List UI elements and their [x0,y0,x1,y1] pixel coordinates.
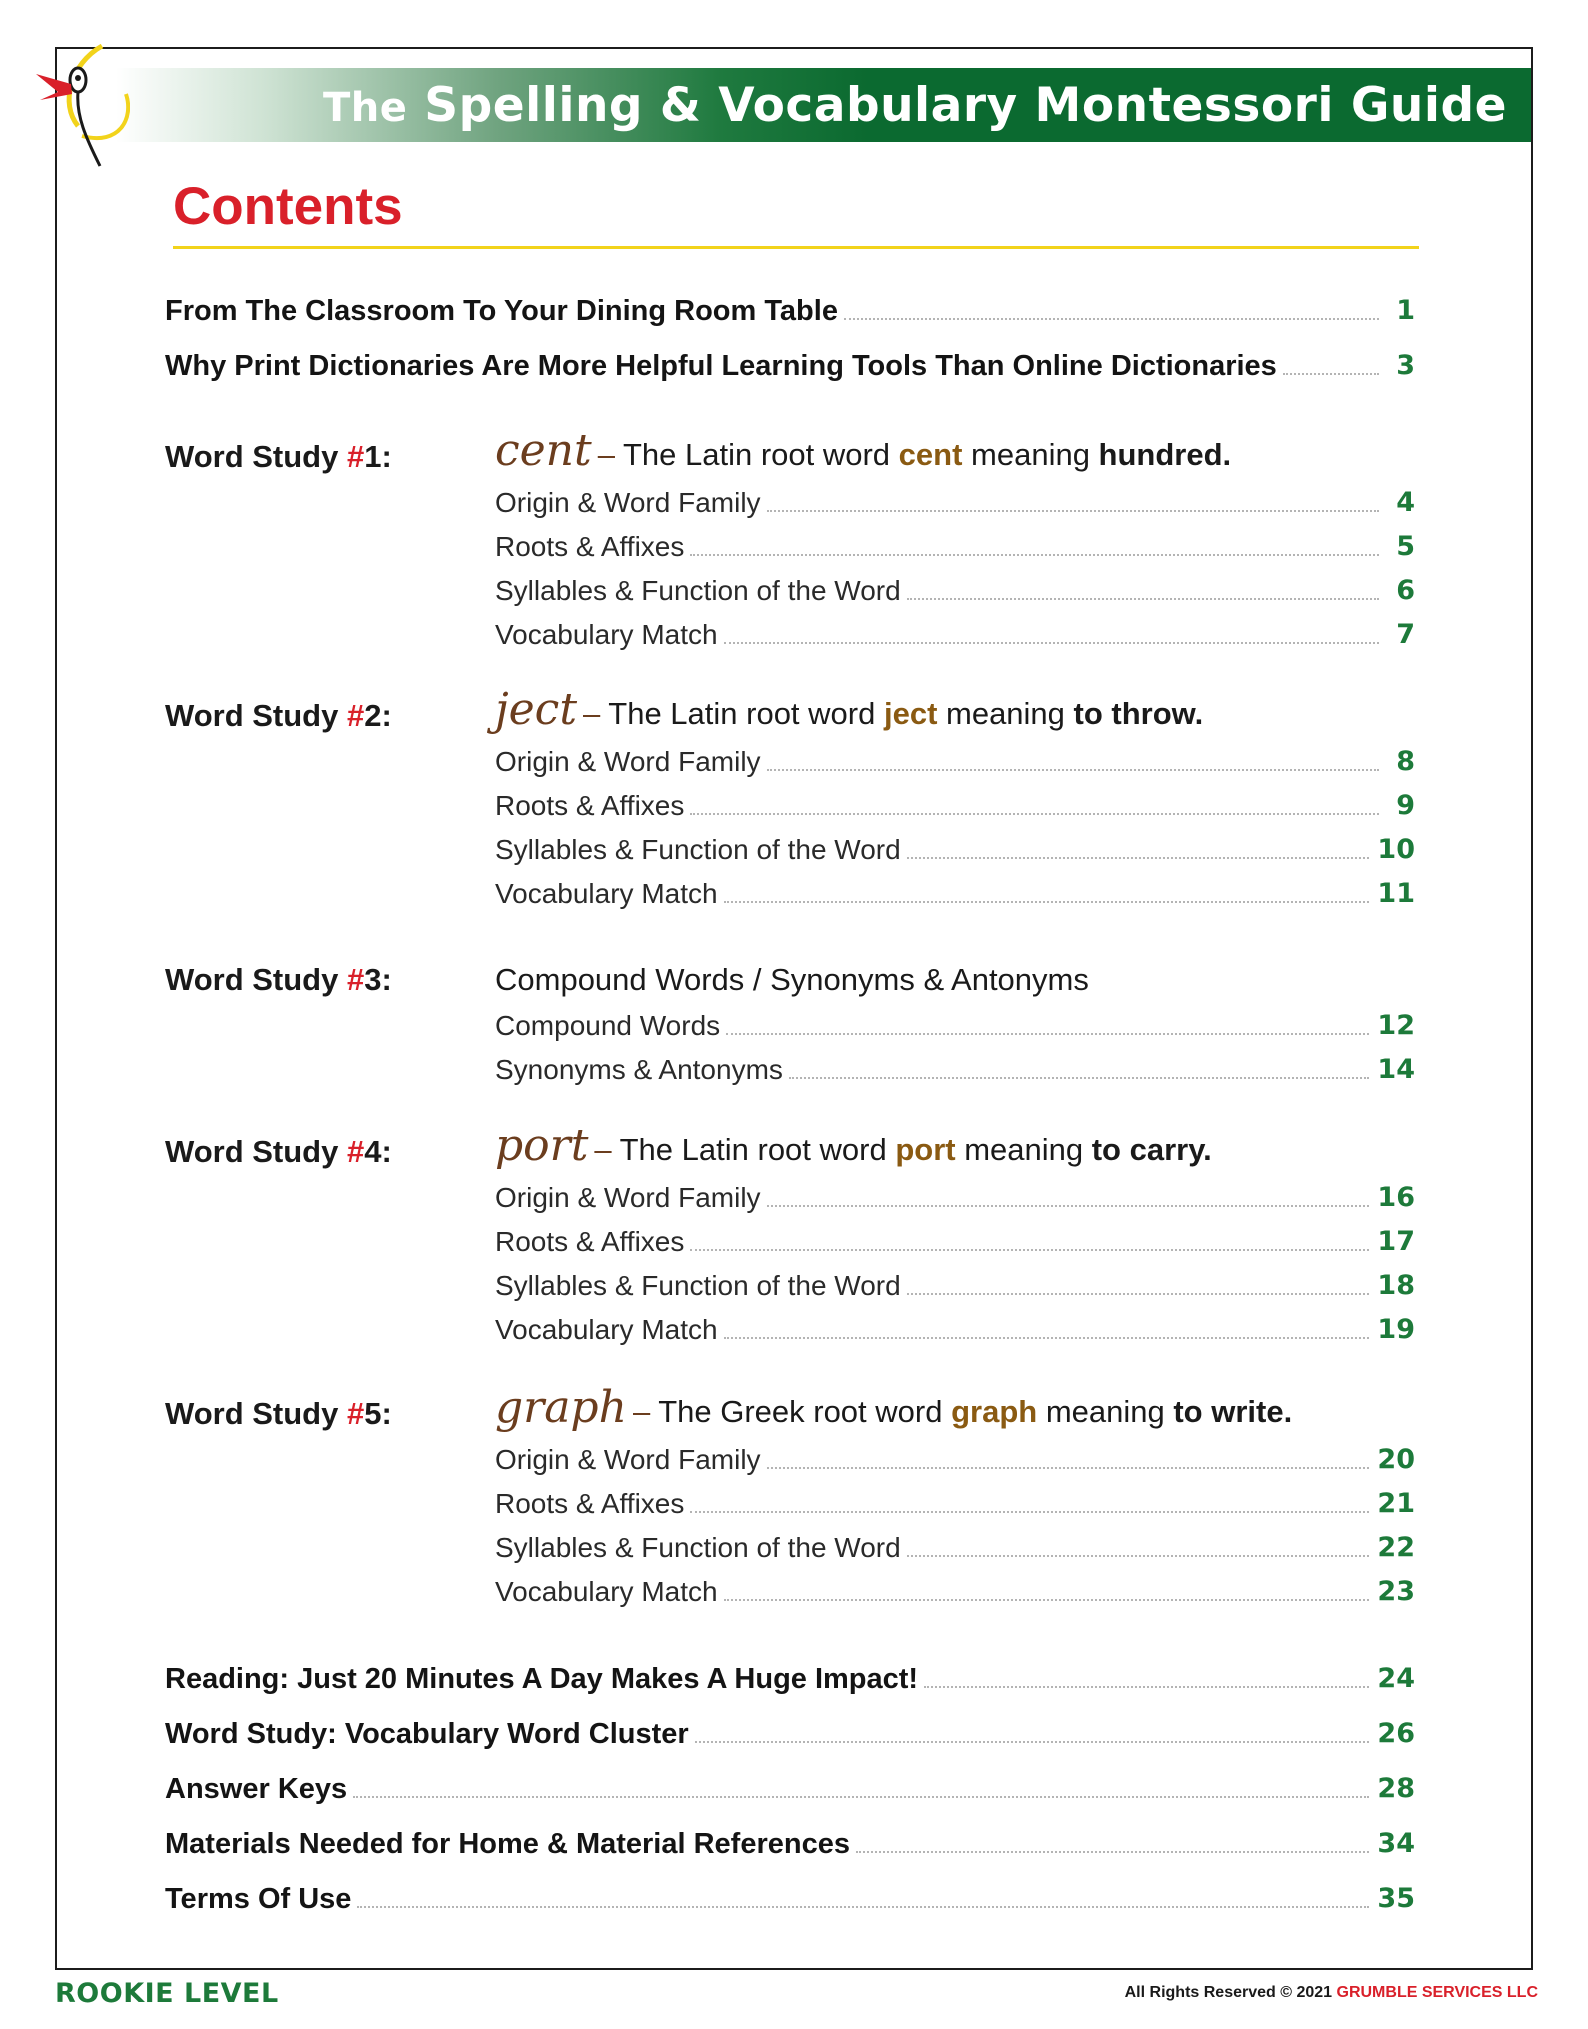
dot-leader [907,857,1370,859]
toc-subentry[interactable] [495,1051,1415,1089]
toc-entry[interactable] [165,1825,1415,1863]
dot-leader [690,1511,1369,1513]
toc-subentry[interactable] [495,1485,1415,1523]
word-study-description: graph – The Greek root word graph meaning to write. [495,1382,1293,1433]
contents-rule [173,246,1419,249]
toc-subentry[interactable] [495,1267,1415,1305]
toc-subentry[interactable] [495,875,1415,913]
toc-page-number: 4 [1396,487,1415,518]
toc-page-number: 18 [1377,1270,1415,1301]
toc-subentry[interactable] [495,1573,1415,1611]
dot-leader [907,1555,1370,1557]
dot-leader [690,554,1379,556]
toc-page-number: 14 [1377,1054,1415,1085]
toc-subentry-title: Origin & Word Family [495,746,761,777]
toc-page-number: 26 [1377,1718,1415,1749]
toc-page-number: 22 [1377,1532,1415,1563]
toc-page-number: 10 [1377,834,1415,865]
toc-page-number: 17 [1377,1226,1415,1257]
toc-entry[interactable] [165,1660,1415,1698]
toc-entry-title: Why Print Dictionaries Are More Helpful Learning Tools Than Online Dictionaries [165,350,1277,382]
toc-subentry-title: Vocabulary Match [495,1314,718,1345]
dot-leader [767,1467,1370,1469]
dot-leader [724,901,1370,903]
toc-page-number: 21 [1377,1488,1415,1519]
toc-subentry-title: Roots & Affixes [495,1488,685,1519]
copyright-notice: All Rights Reserved © 2021 GRUMBLE SERVICES LLC [1124,1984,1538,2001]
handwritten-root: ject [495,684,578,735]
toc-entry[interactable] [165,1880,1415,1918]
dot-leader [724,1599,1370,1601]
word-study-description: port – The Latin root word port meaning to carry. [495,1120,1212,1171]
toc-page-number: 7 [1396,619,1415,650]
toc-subentry[interactable] [495,1223,1415,1261]
toc-subentry[interactable] [495,528,1415,566]
handwritten-root: port [495,1120,589,1171]
toc-page-number: 8 [1396,746,1415,777]
dot-leader [726,1033,1369,1035]
toc-page-number: 3 [1396,350,1415,381]
toc-page-number: 11 [1377,878,1415,909]
word-study-label: Word Study #4: [165,1134,392,1169]
header-banner [57,68,1531,142]
toc-entry-title: Terms Of Use [165,1883,352,1915]
guide-title: The Spelling & Vocabulary Montessori Guide [323,78,1507,133]
toc-page-number: 1 [1396,295,1415,326]
toc-subentry[interactable] [495,1311,1415,1349]
toc-entry[interactable] [165,347,1415,385]
toc-subentry-title: Vocabulary Match [495,619,718,650]
toc-subentry-title: Origin & Word Family [495,1182,761,1213]
toc-entry-title: Materials Needed for Home & Material References [165,1828,850,1860]
word-study-label: Word Study #5: [165,1396,392,1431]
dot-leader [357,1906,1369,1908]
toc-entry[interactable] [165,1770,1415,1808]
toc-page-number: 28 [1377,1773,1415,1804]
dot-leader [907,1293,1370,1295]
dot-leader [844,318,1379,320]
word-study-label: Word Study #2: [165,698,392,733]
word-study-description: ject – The Latin root word ject meaning to throw. [495,684,1204,735]
toc-subentry[interactable] [495,743,1415,781]
dot-leader [856,1851,1369,1853]
toc-page-number: 20 [1377,1444,1415,1475]
toc-subentry-title: Syllables & Function of the Word [495,834,901,865]
dot-leader [724,1337,1370,1339]
toc-subentry-title: Syllables & Function of the Word [495,1532,901,1563]
dot-leader [767,510,1379,512]
toc-page-number: 16 [1377,1182,1415,1213]
dot-leader [907,598,1379,600]
dot-leader [1283,373,1379,375]
toc-subentry[interactable] [495,572,1415,610]
toc-entry-title: Answer Keys [165,1773,348,1805]
dot-leader [353,1796,1369,1798]
toc-entry[interactable] [165,1715,1415,1753]
toc-subentry[interactable] [495,1529,1415,1567]
contents-heading: Contents [173,177,403,236]
bird-logo-icon [30,34,130,174]
toc-subentry-title: Syllables & Function of the Word [495,575,901,606]
dot-leader [924,1686,1369,1688]
toc-subentry[interactable] [495,1179,1415,1217]
toc-entry-title: Reading: Just 20 Minutes A Day Makes A Huge Impact! [165,1663,919,1695]
toc-subentry[interactable] [495,1007,1415,1045]
toc-subentry-title: Syllables & Function of the Word [495,1270,901,1301]
toc-subentry-title: Vocabulary Match [495,1576,718,1607]
toc-page-number: 19 [1377,1314,1415,1345]
toc-subentry-title: Synonyms & Antonyms [495,1054,783,1085]
word-study-label: Word Study #1: [165,439,392,474]
toc-entry[interactable] [165,292,1415,330]
toc-subentry[interactable] [495,484,1415,522]
toc-subentry[interactable] [495,787,1415,825]
toc-page-number: 12 [1377,1010,1415,1041]
handwritten-root: cent [495,425,592,476]
dot-leader [767,769,1379,771]
toc-subentry-title: Vocabulary Match [495,878,718,909]
dot-leader [724,642,1379,644]
word-study-heading: Compound Words / Synonyms & Antonyms [495,962,1089,997]
toc-page-number: 9 [1396,790,1415,821]
toc-subentry-title: Origin & Word Family [495,487,761,518]
toc-page-number: 24 [1377,1663,1415,1694]
toc-page-number: 34 [1377,1828,1415,1859]
toc-page-number: 23 [1377,1576,1415,1607]
toc-page-number: 6 [1396,575,1415,606]
toc-subentry[interactable] [495,1441,1415,1479]
toc-entry-title: From The Classroom To Your Dining Room Table [165,295,838,327]
dot-leader [695,1741,1370,1743]
word-study-label: Word Study #3: [165,962,392,997]
word-study-description: cent – The Latin root word cent meaning hundred. [495,425,1232,476]
dot-leader [789,1077,1370,1079]
toc-subentry-title: Roots & Affixes [495,790,685,821]
toc-subentry[interactable] [495,616,1415,654]
toc-entry-title: Word Study: Vocabulary Word Cluster [165,1718,689,1750]
dot-leader [767,1205,1370,1207]
toc-subentry-title: Roots & Affixes [495,531,685,562]
dot-leader [690,1249,1369,1251]
toc-page-number: 35 [1377,1883,1415,1914]
dot-leader [690,813,1379,815]
toc-page-number: 5 [1396,531,1415,562]
toc-subentry-title: Origin & Word Family [495,1444,761,1475]
handwritten-root: graph [495,1382,627,1433]
toc-subentry-title: Compound Words [495,1010,721,1041]
toc-subentry[interactable] [495,831,1415,869]
level-label: ROOKIE LEVEL [55,1978,279,2009]
toc-subentry-title: Roots & Affixes [495,1226,685,1257]
